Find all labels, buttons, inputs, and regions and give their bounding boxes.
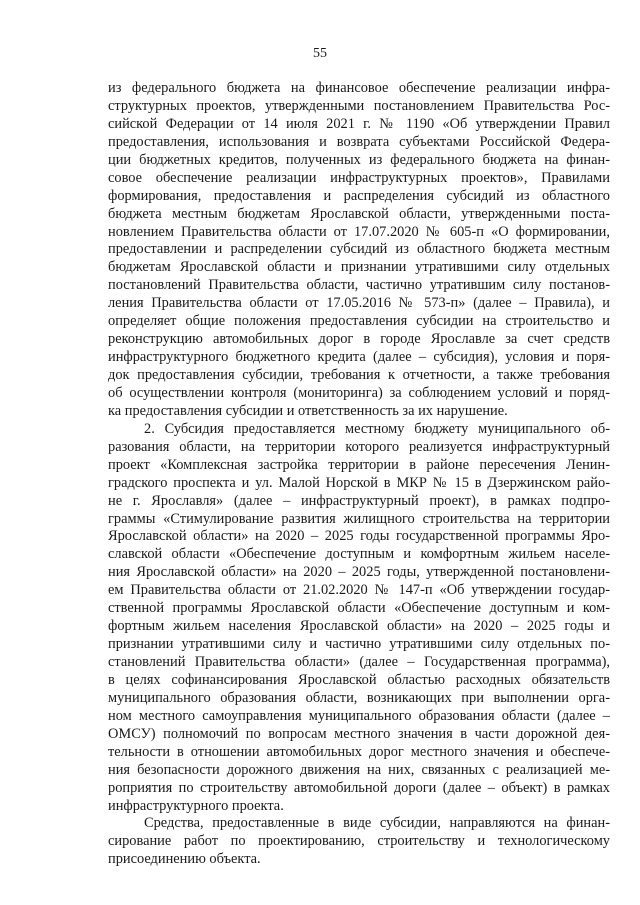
text-line: разования области, на территории которого реализуется инфраструктурный [108,438,610,455]
text-line: проект «Комплексная застройка территории в районе пересечения Ленин- [108,456,610,473]
text-line: Ярославской области» на 2020 – 2025 годы государственной программы Яро- [108,528,610,545]
text-line: структурных проектов, утвержденными постановлением Правительства Рос- [108,97,610,114]
paragraph [108,80,610,421]
text-line: формирования, предоставления и распределения субсидий из областного [108,187,610,204]
page-number: 55 [313,46,327,61]
text-line: фортным жильем населения Ярославской области» на 2020 – 2025 годы и [108,618,610,635]
text-line: градского проспекта и ул. Малой Норской в МКР № 15 в Дзержинском райо- [108,474,610,491]
text-line: совое обеспечение реализации инфраструктурных проектов», Правилами [108,169,610,186]
text-line: ка предоставления субсидии и ответственность за их нарушение. [108,402,508,419]
text-line: из федерального бюджета на финансовое обеспечение реализации инфра- [108,80,610,96]
text-line: славской области «Обеспечение доступным и комфортным жильем населе- [108,546,610,563]
paragraph [108,815,610,869]
text-line: предоставления, использования и возврата субъектами Российской Федера- [108,133,610,150]
text-line: ния Ярославской области» на 2020 – 2025 годы, утвержденной постановлени- [108,564,610,581]
text-line: об осуществлении контроля (мониторинга) за соблюдением условий и поряд- [108,384,610,401]
text-line: ления Правительства области от 17.05.2016 № 573-п» (далее – Правила), и [108,295,610,312]
text-line: признании утратившими силу и частично утратившими силу отдельных по- [108,636,610,653]
text-line: ственной программы Ярославской области «Обеспечение доступным и ком- [108,600,610,617]
text-line: постановлений Правительства области, частично утратившим силу постанов- [108,277,610,294]
text-line: инфраструктурного проекта. [108,797,284,814]
text-line: в целях софинансирования Ярославской областью расходных обязательств [108,671,610,688]
text-line: роприятия по строительству автомобильной дороги (далее – объект) в рамках [108,779,610,796]
text-line: сийской Федерации от 14 июля 2021 г. № 1190 «Об утверждении Правил [108,115,610,132]
text-line: реконструкцию автомобильных дорог в городе Ярославле за счет средств [108,331,610,348]
text-line: муниципального образования области, возникающих при выполнении орга- [108,689,610,706]
text-line: определяет общие положения предоставления субсидии на строительство и [108,313,610,330]
text-line: 2. Субсидия предоставляется местному бюджету муниципального об- [144,420,610,437]
document-body [108,80,610,869]
paragraph [108,421,610,816]
text-line: тельности в отношении автомобильных дорог местного значения и обеспече- [108,743,610,760]
text-line: сирование работ по проектированию, строительству и технологическому [108,833,610,850]
text-line: бюджета местным бюджетам Ярославской области, утвержденными поста- [108,205,610,222]
text-line: ем Правительства области от 21.02.2020 № 147-п «Об утверждении государ- [108,582,610,599]
text-line: присоединению объекта. [108,851,261,868]
text-line: новлением Правительства области от 17.07.2020 № 605-п «О формировании, [108,223,610,240]
text-line: Средства, предоставленные в виде субсидии, направляются на финан- [144,815,610,832]
text-line: граммы «Стимулирование развития жилищного строительства на территории [108,510,610,527]
text-line: ОМСУ) полномочий по вопросам местного значения в части дорожной дея- [108,725,610,742]
text-line: ном местного самоуправления муниципального образования области (далее – [108,707,610,724]
text-line: становлений Правительства области» (далее – Государственная программа), [108,654,610,670]
text-line: предоставлении и распределении субсидий из областного бюджета местным [108,241,610,258]
text-line: ции бюджетных кредитов, полученных из федерального бюджета на финан- [108,151,610,168]
text-line: бюджетам Ярославской области и признании утратившими силу отдельных [108,259,610,276]
text-line: док предоставления субсидии, требования к отчетности, а также требования [108,367,610,383]
text-line: инфраструктурного бюджетного кредита (далее – субсидия), условия и поря- [108,349,610,366]
text-line: ния безопасности дорожного движения на них, связанных с реализацией ме- [108,761,610,778]
text-line: не г. Ярославля» (далее – инфраструктурный проект), в рамках подпро- [108,492,610,509]
